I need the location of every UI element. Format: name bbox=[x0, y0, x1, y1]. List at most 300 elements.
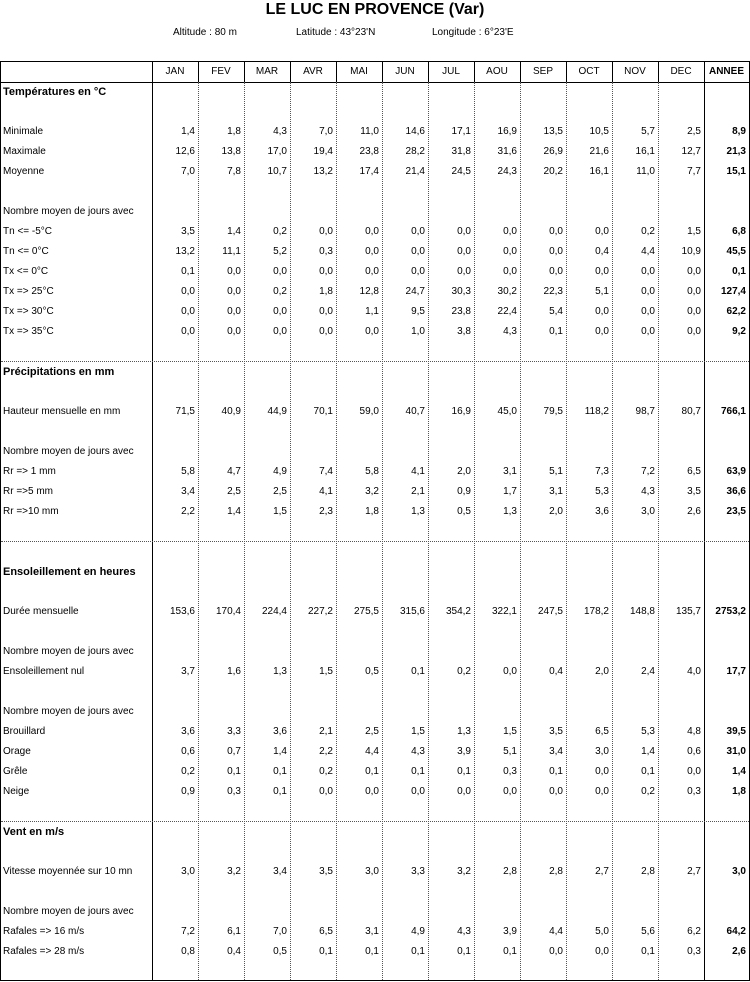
table-cell: 0,0 bbox=[503, 226, 517, 237]
table-cell: 1,3 bbox=[411, 506, 425, 517]
table-cell: 247,5 bbox=[537, 606, 563, 617]
table-cell: 4,3 bbox=[641, 486, 655, 497]
table-cell: 1,4 bbox=[641, 746, 655, 757]
row-label: Brouillard bbox=[3, 726, 46, 737]
row-label: Durée mensuelle bbox=[3, 606, 79, 617]
table-cell: 0,1 bbox=[732, 266, 746, 277]
header-column-divider bbox=[704, 61, 705, 82]
table-cell: 0,5 bbox=[457, 506, 471, 517]
table-cell: 4,1 bbox=[411, 466, 425, 477]
row-label: Nombre moyen de jours avec bbox=[3, 206, 134, 217]
table-cell: 3,5 bbox=[319, 866, 333, 877]
header-bottom-border bbox=[0, 82, 750, 83]
table-cell: 0,0 bbox=[595, 766, 609, 777]
table-top-border bbox=[0, 61, 750, 62]
table-cell: 0,0 bbox=[687, 766, 701, 777]
row-label bbox=[3, 542, 153, 562]
table-cell: 0,0 bbox=[319, 226, 333, 237]
table-cell: 3,2 bbox=[227, 866, 241, 877]
header-column-divider bbox=[198, 61, 199, 82]
table-cell: 3,0 bbox=[641, 506, 655, 517]
table-cell: 1,5 bbox=[411, 726, 425, 737]
table-cell: 23,5 bbox=[726, 506, 746, 517]
header-column-divider bbox=[152, 61, 153, 82]
column-divider-dotted bbox=[474, 82, 475, 980]
table-cell: 0,1 bbox=[411, 766, 425, 777]
table-cell: 21,4 bbox=[405, 166, 425, 177]
table-cell: 0,0 bbox=[319, 306, 333, 317]
table-cell: 0,0 bbox=[457, 786, 471, 797]
table-cell: 4,4 bbox=[365, 746, 379, 757]
table-cell: 79,5 bbox=[543, 406, 563, 417]
table-cell: 0,0 bbox=[411, 266, 425, 277]
table-cell: 3,2 bbox=[457, 866, 471, 877]
table-cell: 4,0 bbox=[687, 666, 701, 677]
table-cell: 3,5 bbox=[181, 226, 195, 237]
table-cell: 0,0 bbox=[273, 266, 287, 277]
table-cell: 0,0 bbox=[503, 786, 517, 797]
table-cell: 3,6 bbox=[181, 726, 195, 737]
table-cell: 45,5 bbox=[726, 246, 746, 257]
table-cell: 12,8 bbox=[359, 286, 379, 297]
table-cell: 2,2 bbox=[181, 506, 195, 517]
row-label bbox=[3, 622, 153, 642]
table-cell: 1,5 bbox=[319, 666, 333, 677]
table-cell: 24,7 bbox=[405, 286, 425, 297]
table-cell: 1,4 bbox=[732, 766, 746, 777]
table-cell: 0,0 bbox=[181, 306, 195, 317]
row-label bbox=[3, 522, 153, 542]
table-cell: 3,7 bbox=[181, 666, 195, 677]
column-header: JAN bbox=[165, 66, 185, 77]
table-cell: 275,5 bbox=[353, 606, 379, 617]
table-cell: 0,1 bbox=[641, 946, 655, 957]
header-column-divider bbox=[382, 61, 383, 82]
table-cell: 2,6 bbox=[732, 946, 746, 957]
table-cell: 0,3 bbox=[687, 786, 701, 797]
column-header: SEP bbox=[532, 66, 553, 77]
table-cell: 7,0 bbox=[319, 126, 333, 137]
table-cell: 148,8 bbox=[629, 606, 655, 617]
table-cell: 0,0 bbox=[687, 306, 701, 317]
table-cell: 5,3 bbox=[641, 726, 655, 737]
column-divider-dotted bbox=[198, 82, 199, 980]
table-cell: 5,2 bbox=[273, 246, 287, 257]
row-label: Nombre moyen de jours avec bbox=[3, 646, 134, 657]
row-label: Maximale bbox=[3, 146, 46, 157]
table-cell: 0,0 bbox=[595, 306, 609, 317]
table-cell: 3,0 bbox=[732, 866, 746, 877]
table-cell: 2,7 bbox=[595, 866, 609, 877]
table-cell: 0,1 bbox=[181, 266, 195, 277]
table-cell: 19,4 bbox=[313, 146, 333, 157]
table-cell: 0,1 bbox=[411, 946, 425, 957]
table-cell: 1,5 bbox=[687, 226, 701, 237]
table-cell: 2753,2 bbox=[715, 606, 746, 617]
table-cell: 322,1 bbox=[491, 606, 517, 617]
table-cell: 4,8 bbox=[687, 726, 701, 737]
table-cell: 40,7 bbox=[405, 406, 425, 417]
table-cell: 36,6 bbox=[726, 486, 746, 497]
column-header: FEV bbox=[211, 66, 231, 77]
table-cell: 21,3 bbox=[726, 146, 746, 157]
row-label: Minimale bbox=[3, 126, 44, 137]
table-cell: 0,0 bbox=[503, 266, 517, 277]
table-cell: 30,2 bbox=[497, 286, 517, 297]
table-cell: 2,5 bbox=[365, 726, 379, 737]
table-cell: 9,5 bbox=[411, 306, 425, 317]
table-cell: 0,0 bbox=[595, 946, 609, 957]
column-header: AOU bbox=[486, 66, 508, 77]
table-cell: 127,4 bbox=[720, 286, 746, 297]
table-cell: 0,4 bbox=[227, 946, 241, 957]
column-divider-dotted bbox=[382, 82, 383, 980]
column-divider-dotted bbox=[428, 82, 429, 980]
row-label: Tx => 30°C bbox=[3, 306, 54, 317]
table-cell: 3,9 bbox=[503, 926, 517, 937]
table-left-border bbox=[0, 61, 1, 981]
section-separator bbox=[1, 541, 749, 542]
table-cell: 3,8 bbox=[457, 326, 471, 337]
column-header: MAI bbox=[350, 66, 368, 77]
table-cell: 0,0 bbox=[641, 326, 655, 337]
table-cell: 5,6 bbox=[641, 926, 655, 937]
table-cell: 5,8 bbox=[365, 466, 379, 477]
row-label: Moyenne bbox=[3, 166, 45, 177]
table-cell: 3,9 bbox=[457, 746, 471, 757]
table-cell: 5,0 bbox=[595, 926, 609, 937]
table-cell: 14,6 bbox=[405, 126, 425, 137]
table-cell: 0,0 bbox=[365, 326, 379, 337]
table-cell: 4,9 bbox=[273, 466, 287, 477]
table-cell: 0,1 bbox=[411, 666, 425, 677]
table-cell: 0,0 bbox=[227, 286, 241, 297]
table-cell: 4,3 bbox=[457, 926, 471, 937]
altitude-text: Altitude : 80 m bbox=[173, 27, 237, 38]
latitude-text: Latitude : 43°23'N bbox=[296, 27, 376, 38]
table-cell: 1,4 bbox=[227, 506, 241, 517]
table-cell: 1,8 bbox=[319, 286, 333, 297]
table-cell: 7,4 bbox=[319, 466, 333, 477]
table-cell: 1,5 bbox=[273, 506, 287, 517]
table-cell: 2,3 bbox=[319, 506, 333, 517]
table-cell: 63,9 bbox=[726, 466, 746, 477]
table-cell: 0,2 bbox=[319, 766, 333, 777]
table-cell: 5,1 bbox=[503, 746, 517, 757]
table-cell: 0,0 bbox=[273, 326, 287, 337]
table-cell: 23,8 bbox=[359, 146, 379, 157]
table-cell: 0,0 bbox=[227, 266, 241, 277]
header-column-divider bbox=[520, 61, 521, 82]
table-cell: 11,1 bbox=[222, 246, 241, 257]
table-cell: 3,1 bbox=[549, 486, 563, 497]
table-cell: 1,6 bbox=[227, 666, 241, 677]
row-label: Neige bbox=[3, 786, 30, 797]
table-cell: 24,3 bbox=[497, 166, 517, 177]
table-cell: 5,8 bbox=[181, 466, 195, 477]
table-cell: 227,2 bbox=[307, 606, 333, 617]
table-cell: 0,1 bbox=[457, 946, 471, 957]
row-label: Tn <= -5°C bbox=[3, 226, 53, 237]
table-cell: 4,3 bbox=[503, 326, 517, 337]
section-separator bbox=[1, 361, 749, 362]
table-cell: 3,1 bbox=[365, 926, 379, 937]
table-cell: 0,0 bbox=[549, 946, 563, 957]
row-label bbox=[3, 582, 153, 602]
table-cell: 0,0 bbox=[549, 226, 563, 237]
section-title: Précipitations en mm bbox=[3, 366, 115, 378]
table-cell: 16,1 bbox=[635, 146, 655, 157]
table-cell: 2,1 bbox=[411, 486, 425, 497]
row-label bbox=[3, 382, 153, 402]
table-cell: 1,3 bbox=[457, 726, 471, 737]
row-label bbox=[3, 802, 153, 822]
column-divider-dotted bbox=[520, 82, 521, 980]
section-title: Ensoleillement en heures bbox=[3, 566, 136, 578]
table-cell: 3,3 bbox=[227, 726, 241, 737]
table-cell: 7,2 bbox=[641, 466, 655, 477]
row-label bbox=[3, 682, 153, 702]
table-cell: 5,1 bbox=[549, 466, 563, 477]
table-cell: 0,2 bbox=[273, 226, 287, 237]
table-cell: 5,7 bbox=[641, 126, 655, 137]
table-cell: 0,0 bbox=[365, 786, 379, 797]
table-cell: 0,0 bbox=[365, 226, 379, 237]
table-cell: 0,0 bbox=[595, 226, 609, 237]
table-cell: 62,2 bbox=[726, 306, 746, 317]
table-cell: 0,0 bbox=[595, 326, 609, 337]
page-title: LE LUC EN PROVENCE (Var) bbox=[265, 1, 485, 18]
table-cell: 1,8 bbox=[227, 126, 241, 137]
table-cell: 0,0 bbox=[457, 226, 471, 237]
table-cell: 28,2 bbox=[405, 146, 425, 157]
table-cell: 3,5 bbox=[549, 726, 563, 737]
table-cell: 0,1 bbox=[273, 786, 287, 797]
table-cell: 0,0 bbox=[595, 786, 609, 797]
row-label: Tx => 35°C bbox=[3, 326, 54, 337]
table-cell: 1,3 bbox=[273, 666, 287, 677]
table-cell: 0,0 bbox=[227, 326, 241, 337]
table-cell: 0,2 bbox=[457, 666, 471, 677]
table-cell: 3,4 bbox=[549, 746, 563, 757]
table-cell: 178,2 bbox=[583, 606, 609, 617]
table-cell: 0,3 bbox=[319, 246, 333, 257]
table-cell: 3,5 bbox=[687, 486, 701, 497]
table-cell: 315,6 bbox=[399, 606, 425, 617]
table-cell: 17,7 bbox=[726, 666, 746, 677]
table-cell: 0,0 bbox=[641, 306, 655, 317]
table-cell: 10,7 bbox=[267, 166, 287, 177]
table-cell: 80,7 bbox=[681, 406, 701, 417]
table-cell: 0,1 bbox=[549, 326, 563, 337]
table-cell: 3,1 bbox=[503, 466, 517, 477]
table-cell: 0,5 bbox=[365, 666, 379, 677]
table-cell: 2,2 bbox=[319, 746, 333, 757]
table-cell: 0,1 bbox=[641, 766, 655, 777]
table-cell: 1,1 bbox=[365, 306, 379, 317]
table-cell: 7,3 bbox=[595, 466, 609, 477]
table-cell: 0,1 bbox=[365, 766, 379, 777]
table-cell: 118,2 bbox=[584, 406, 609, 417]
column-divider-dotted bbox=[612, 82, 613, 980]
table-cell: 0,0 bbox=[411, 226, 425, 237]
table-cell: 2,5 bbox=[227, 486, 241, 497]
row-label: Rr =>10 mm bbox=[3, 506, 59, 517]
longitude-text: Longitude : 6°23'E bbox=[432, 27, 514, 38]
table-cell: 0,4 bbox=[549, 666, 563, 677]
header-column-divider bbox=[566, 61, 567, 82]
column-header: JUN bbox=[395, 66, 415, 77]
table-cell: 0,1 bbox=[503, 946, 517, 957]
table-cell: 5,1 bbox=[595, 286, 609, 297]
table-cell: 6,5 bbox=[319, 926, 333, 937]
table-cell: 7,0 bbox=[181, 166, 195, 177]
row-label: Tx <= 0°C bbox=[3, 266, 49, 277]
table-cell: 64,2 bbox=[726, 926, 746, 937]
table-cell: 7,2 bbox=[181, 926, 195, 937]
table-cell: 31,8 bbox=[451, 146, 471, 157]
table-cell: 17,1 bbox=[451, 126, 471, 137]
column-header: OCT bbox=[578, 66, 600, 77]
column-divider-dotted bbox=[658, 82, 659, 980]
header-column-divider bbox=[336, 61, 337, 82]
table-cell: 6,5 bbox=[687, 466, 701, 477]
table-cell: 3,4 bbox=[181, 486, 195, 497]
table-cell: 0,0 bbox=[549, 266, 563, 277]
table-cell: 0,1 bbox=[457, 766, 471, 777]
header-column-divider bbox=[612, 61, 613, 82]
header-column-divider bbox=[290, 61, 291, 82]
table-cell: 0,0 bbox=[687, 286, 701, 297]
table-cell: 0,0 bbox=[319, 786, 333, 797]
row-label: Orage bbox=[3, 746, 31, 757]
table-cell: 766,1 bbox=[720, 406, 746, 417]
table-bottom-border bbox=[0, 980, 750, 981]
table-cell: 1,4 bbox=[227, 226, 241, 237]
table-cell: 31,0 bbox=[726, 746, 746, 757]
table-cell: 0,1 bbox=[273, 766, 287, 777]
table-cell: 1,4 bbox=[181, 126, 195, 137]
column-header: DEC bbox=[670, 66, 692, 77]
table-cell: 135,7 bbox=[675, 606, 701, 617]
column-header: MAR bbox=[255, 66, 279, 77]
table-cell: 0,0 bbox=[227, 306, 241, 317]
table-cell: 4,9 bbox=[411, 926, 425, 937]
table-cell: 0,9 bbox=[181, 786, 195, 797]
section-title: Températures en °C bbox=[3, 86, 107, 98]
table-cell: 3,0 bbox=[595, 746, 609, 757]
table-cell: 0,1 bbox=[549, 766, 563, 777]
table-cell: 354,2 bbox=[445, 606, 471, 617]
table-cell: 7,0 bbox=[273, 926, 287, 937]
row-label bbox=[3, 182, 153, 202]
table-cell: 0,0 bbox=[411, 246, 425, 257]
table-cell: 6,2 bbox=[687, 926, 701, 937]
row-label: Rr => 1 mm bbox=[3, 466, 56, 477]
table-cell: 0,1 bbox=[227, 766, 241, 777]
table-cell: 1,0 bbox=[411, 326, 425, 337]
table-cell: 0,0 bbox=[595, 266, 609, 277]
column-header: NOV bbox=[624, 66, 646, 77]
table-cell: 12,6 bbox=[175, 146, 195, 157]
row-label: Vitesse moyennée sur 10 mn bbox=[3, 866, 133, 877]
section-separator bbox=[1, 821, 749, 822]
table-cell: 1,7 bbox=[503, 486, 517, 497]
table-cell: 44,9 bbox=[267, 406, 287, 417]
table-cell: 6,1 bbox=[227, 926, 241, 937]
table-cell: 0,1 bbox=[319, 946, 333, 957]
annee-column-divider bbox=[704, 82, 705, 980]
table-cell: 0,0 bbox=[503, 666, 517, 677]
table-cell: 2,0 bbox=[549, 506, 563, 517]
table-cell: 9,2 bbox=[732, 326, 746, 337]
table-cell: 0,9 bbox=[457, 486, 471, 497]
table-cell: 0,0 bbox=[457, 266, 471, 277]
table-cell: 3,2 bbox=[365, 486, 379, 497]
table-cell: 4,3 bbox=[273, 126, 287, 137]
table-cell: 22,3 bbox=[543, 286, 563, 297]
table-cell: 11,0 bbox=[636, 166, 655, 177]
column-divider-dotted bbox=[566, 82, 567, 980]
table-cell: 17,4 bbox=[359, 166, 379, 177]
table-cell: 13,5 bbox=[543, 126, 563, 137]
row-label: Tx => 25°C bbox=[3, 286, 54, 297]
table-cell: 3,0 bbox=[365, 866, 379, 877]
column-divider-dotted bbox=[244, 82, 245, 980]
section-title: Vent en m/s bbox=[3, 826, 65, 838]
row-label bbox=[3, 102, 153, 122]
table-cell: 1,5 bbox=[503, 726, 517, 737]
table-cell: 0,8 bbox=[181, 946, 195, 957]
column-header: AVR bbox=[303, 66, 323, 77]
table-cell: 4,7 bbox=[227, 466, 241, 477]
header-column-divider bbox=[658, 61, 659, 82]
row-label: Ensoleillement nul bbox=[3, 666, 85, 677]
table-cell: 0,0 bbox=[503, 246, 517, 257]
table-cell: 3,3 bbox=[411, 866, 425, 877]
table-cell: 71,5 bbox=[175, 406, 195, 417]
table-cell: 2,5 bbox=[273, 486, 287, 497]
table-cell: 4,4 bbox=[641, 246, 655, 257]
row-label: Nombre moyen de jours avec bbox=[3, 446, 134, 457]
row-label: Rafales => 16 m/s bbox=[3, 926, 85, 937]
table-cell: 0,3 bbox=[687, 946, 701, 957]
row-label: Grêle bbox=[3, 766, 28, 777]
table-cell: 8,9 bbox=[732, 126, 746, 137]
table-cell: 0,1 bbox=[365, 946, 379, 957]
table-cell: 12,7 bbox=[681, 146, 701, 157]
header-column-divider bbox=[474, 61, 475, 82]
table-cell: 3,6 bbox=[595, 506, 609, 517]
column-divider-dotted bbox=[336, 82, 337, 980]
table-cell: 0,0 bbox=[273, 306, 287, 317]
row-label bbox=[3, 422, 153, 442]
row-label: Rr =>5 mm bbox=[3, 486, 54, 497]
table-cell: 2,6 bbox=[687, 506, 701, 517]
table-cell: 2,5 bbox=[687, 126, 701, 137]
table-cell: 59,0 bbox=[359, 406, 379, 417]
table-cell: 4,1 bbox=[319, 486, 333, 497]
table-cell: 16,9 bbox=[451, 406, 471, 417]
row-label bbox=[3, 842, 153, 862]
table-cell: 170,4 bbox=[215, 606, 241, 617]
table-cell: 3,6 bbox=[273, 726, 287, 737]
table-cell: 224,4 bbox=[261, 606, 287, 617]
table-cell: 98,7 bbox=[635, 406, 655, 417]
table-cell: 45,0 bbox=[497, 406, 517, 417]
header-column-divider bbox=[244, 61, 245, 82]
table-cell: 0,6 bbox=[687, 746, 701, 757]
